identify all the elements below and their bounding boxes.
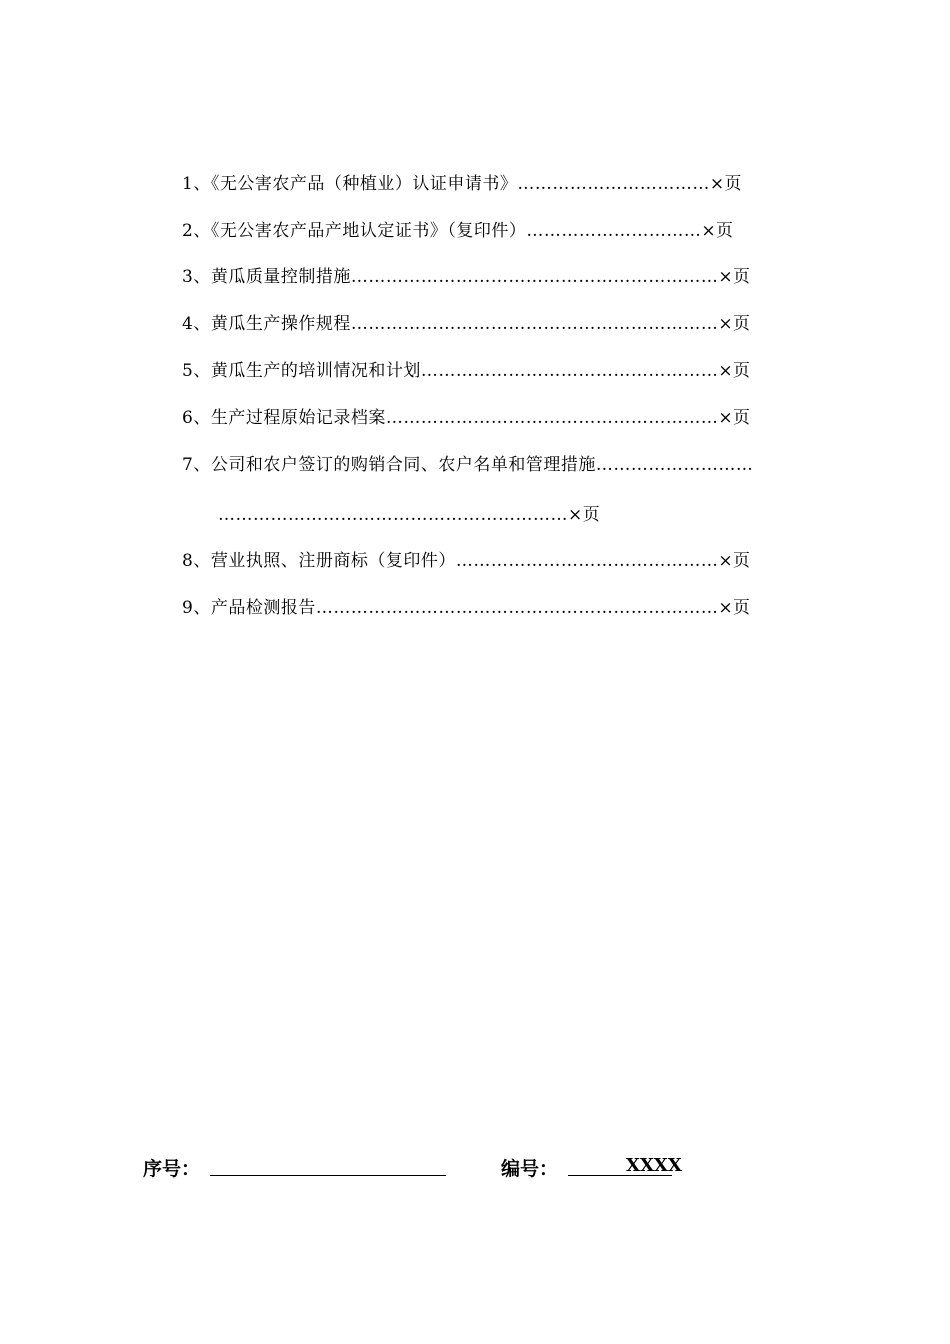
toc-item-6: 6、生产过程原始记录档案…………………………………………………×页 bbox=[182, 408, 751, 428]
toc-item-4: 4、黄瓜生产操作规程………………………………………………………×页 bbox=[182, 314, 751, 334]
toc-item-7: 7、公司和农户签订的购销合同、农户名单和管理措施……………………… bbox=[182, 455, 754, 475]
toc-item-3: 3、黄瓜质量控制措施………………………………………………………×页 bbox=[182, 267, 751, 287]
toc-item-1: 1、《无公害农产品（种植业）认证申请书》……………………………×页 bbox=[182, 174, 743, 194]
number-label: 编号： bbox=[501, 1158, 559, 1180]
serial-blank-line bbox=[210, 1175, 446, 1176]
toc-item-9: 9、产品检测报告……………………………………………………………×页 bbox=[182, 598, 751, 618]
document-footer bbox=[0, 1151, 950, 1183]
toc-item-2: 2、《无公害农产品产地认定证书》（复印件）…………………………×页 bbox=[182, 221, 734, 241]
toc-item-7-continuation: ……………………………………………………×页 bbox=[218, 505, 601, 525]
serial-label: 序号： bbox=[143, 1158, 201, 1180]
number-value: XXXX bbox=[626, 1155, 682, 1176]
toc-item-8: 8、营业执照、注册商标（复印件）………………………………………×页 bbox=[182, 551, 751, 571]
toc-item-5: 5、黄瓜生产的培训情况和计划……………………………………………×页 bbox=[182, 361, 751, 381]
